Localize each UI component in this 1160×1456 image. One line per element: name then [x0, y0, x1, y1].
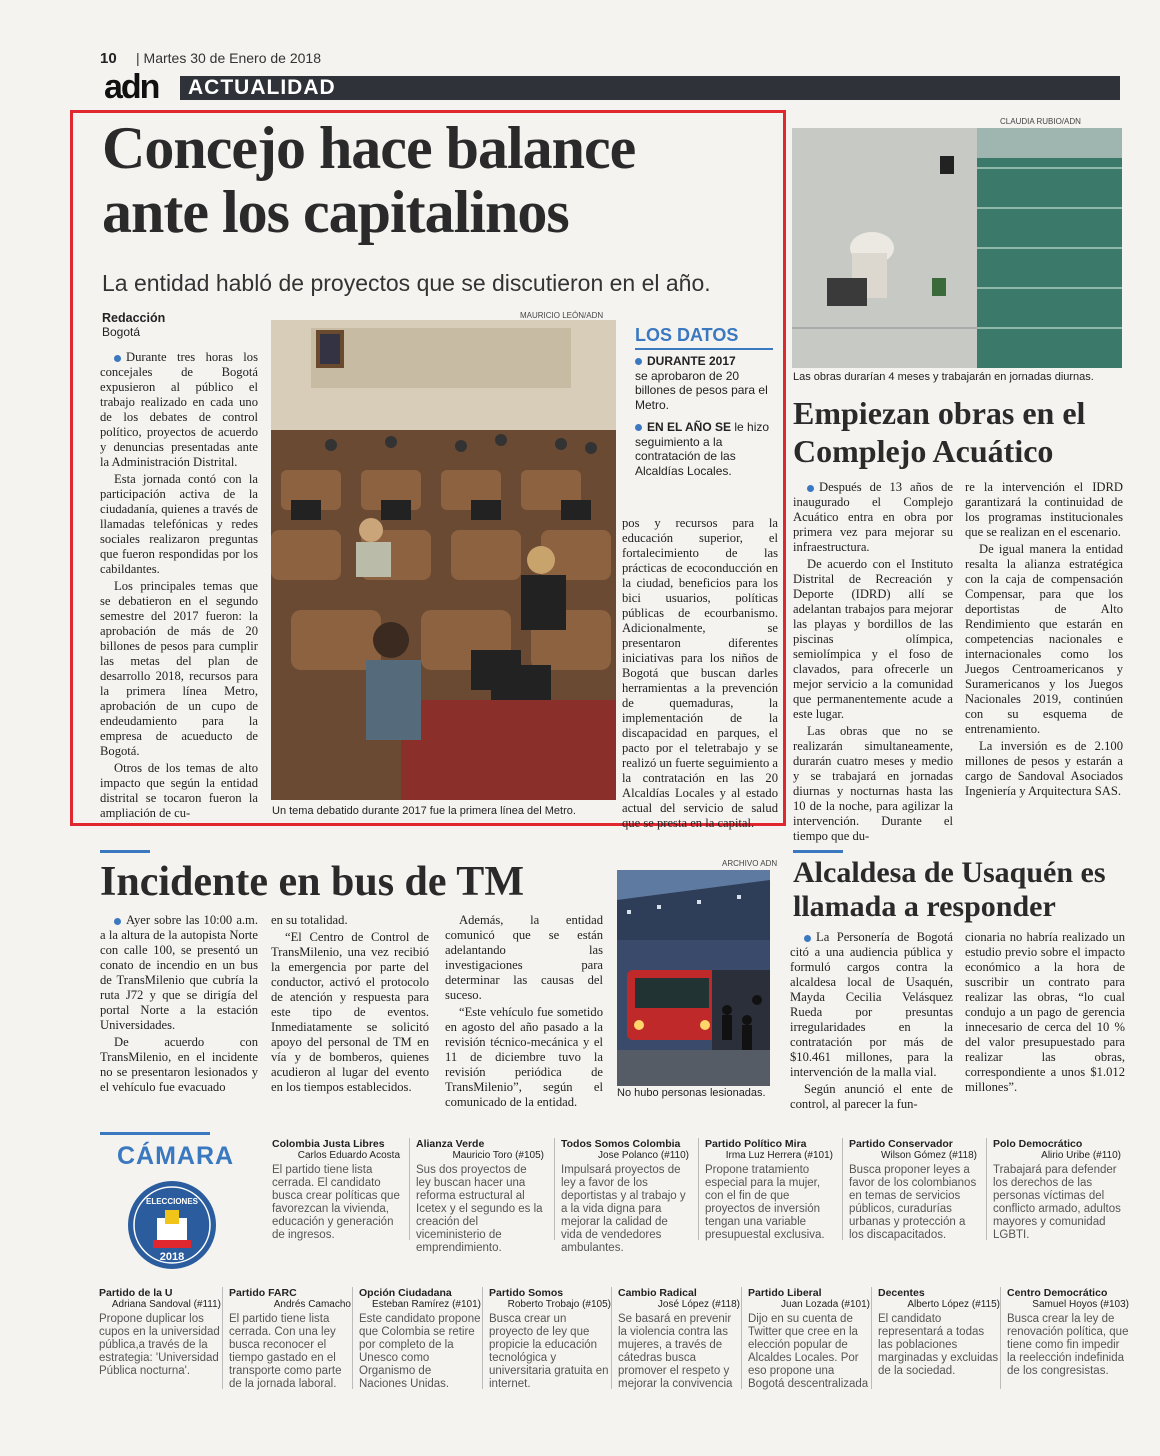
incidente-headline: Incidente en bus de TM	[100, 859, 524, 905]
acuatico-paragraph: Después de 13 años de inaugurado el Complejo Acuático entra en obra por primera vez para mejorar su infraestructura.	[793, 480, 953, 554]
bullet-icon	[114, 355, 121, 362]
incidente-paragraph: De acuerdo con TransMilenio, en el incidente no se presentaron lesionados y el vehículo fue evacuado	[100, 1035, 258, 1094]
incidente-rule	[100, 850, 150, 853]
party-card: Colombia Justa Libres Carlos Eduardo Acosta El partido tiene lista cerrada. El candidato busca crear políticas que favorezcan la vivienda, educación y generación de ingresos.	[272, 1138, 400, 1241]
acuatico-column-1	[793, 480, 953, 846]
usaquen-rule	[793, 850, 843, 853]
main-column-1	[100, 350, 258, 823]
elecciones-badge-icon	[127, 1180, 217, 1270]
incidente-column-3	[445, 913, 603, 1112]
party-card: Cambio Radical José López (#118) Se basará en prevenir la violencia contra las mujeres, a través de cátedras busca promover el respeto y mejorar la convivencia	[618, 1287, 740, 1391]
badge-year-text: 2018	[159, 1251, 185, 1263]
party-card: Centro Democrático Samuel Hoyos (#103) Busca crear la ley de renovación política, que tiene como fin impedir la reelección indefinida de los congresistas.	[1007, 1287, 1129, 1378]
party-card: Partido Conservador Wilson Gómez (#118) Busca proponer leyes a favor de los colombianos en temas de servicios públicos, curadurías urbanas y protección a los discapacitados.	[849, 1138, 977, 1242]
main-photo-caption: Un tema debatido durante 2017 fue la primera línea del Metro.	[272, 805, 576, 817]
incidente-column-2	[271, 913, 429, 1097]
incidente-paragraph: “El Centro de Control de TransMilenio, una vez recibió la emergencia por parte del conductor, activó el protocolo de atención y respuesta para este tipo de eventos. Inmediatamente se solicitó apoyo del personal de TM en vía y de bomberos, quienes acudieron al lugar del evento en los tiempos establecidos.	[271, 930, 429, 1094]
party-card: Partido Político Mira Irma Luz Herrera (#101) Propone tratamiento especial para la mujer, con el fin de que proyectos de inversión tengan una variable presupuestal exclusiva.	[705, 1138, 833, 1242]
datos-item: EN EL AÑO SE le hizo seguimiento a la contratación de las Alcaldías Locales.	[635, 420, 770, 478]
acuatico-paragraph: Las obras que no se realizarán simultaneamente, durarán cuatro meses y medio y se trabajará en jornadas diurnas y nocturnas hasta las 10 de la noche, para agilizar la intervención. Durante el tiempo que du-	[793, 724, 953, 843]
bullet-icon	[804, 935, 811, 942]
bullet-icon	[635, 358, 642, 365]
adn-logo: adn	[104, 68, 159, 106]
datos-item: DURANTE 2017 se aprobaron de 20 billones de pesos para el Metro.	[635, 354, 768, 412]
camara-rule	[100, 1132, 210, 1135]
bullet-icon	[807, 485, 814, 492]
incidente-photo-caption: No hubo personas lesionadas.	[617, 1087, 766, 1099]
party-card: Polo Democrático Alirio Uribe (#110) Trabajará para defender los derechos de las personas víctimas del conflicto armado, adultos mayores y comunidad LGBTI.	[993, 1138, 1121, 1242]
acuatico-photo-credit: CLAUDIA RUBIO/ADN	[1000, 117, 1081, 126]
main-column-3	[622, 516, 778, 833]
party-card: Partido de la U Adriana Sandoval (#111) Propone duplicar los cupos en la universidad pública,a través de la estrategia: 'Universidad Pública nocturna'.	[99, 1287, 221, 1377]
main-paragraph: pos y recursos para la educación superior, el fortalecimiento de las prácticas de ecoconducción en la ciudad, beneficios para los bici usuarios, políticas públicas de ecourbanismo. Adicionalmente, se presentaron diferentes iniciativas para los niños de Bogotá que buscan darles herramientas a la prevención de quemaduras, la implementación de la discapacidad en parques, el pacto por el teletrabajo y se realizó un fuerte seguimiento a la contratación en las 20 Alcaldías Locales y al estado actual del servicio de salud que se presta en la capital.	[622, 516, 778, 830]
usaquen-column-2	[965, 930, 1125, 1097]
incidente-paragraph: en su totalidad.	[271, 913, 348, 927]
main-deck: La entidad habló de proyectos que se discutieron en el año.	[102, 270, 711, 296]
byline-city: Bogotá	[102, 325, 141, 339]
datos-box	[635, 354, 775, 478]
party-card: Todos Somos Colombia Jose Polanco (#110) Impulsará proyectos de ley a favor de los deportistas y al trabajo y a la vida digna para mejorar la calidad de vida de vendedores ambulantes.	[561, 1138, 689, 1255]
party-card: Opción Ciudadana Esteban Ramírez (#101) Este candidato propone que Colombia se retire por completo de la Unesco como Organismo de Naciones Unidas.	[359, 1287, 481, 1391]
issue-date: | Martes 30 de Enero de 2018	[136, 50, 321, 66]
main-headline-line1: Concejo hace balance	[102, 115, 636, 181]
main-paragraph: Otros de los temas de alto impacto que según la entidad distrital se tocaron fueron la ampliación de cu-	[100, 761, 258, 820]
acuatico-paragraph: De acuerdo con el Instituto Distrital de Recreación y Deporte (IDRD) allí se adelantan trabajos para mejorar las playas y bordillos de las piscinas olímpica, semiolímpica y el foso de clavados, para ofrecerle un mejor servicio a la comunidad que permanentemente acude a este lugar.	[793, 557, 953, 721]
acuatico-column-2	[965, 480, 1123, 801]
party-card: Partido Somos Roberto Trobajo (#105) Busca crear un proyecto de ley que propicie la educación tecnológica y universitaria gratuita en internet.	[489, 1287, 611, 1391]
usaquen-paragraph: La Personería de Bogotá citó a una audiencia pública y formuló cargos contra la alcaldesa local de Usaquén, Mayda Cecilia Velásquez Rueda por presuntas irregularidades en la contratación por más de $10.461 millones, para la intervención de la malla vial.	[790, 930, 953, 1079]
incidente-column-1	[100, 913, 258, 1097]
main-paragraph: Esta jornada contó con la participación activa de la ciudadanía, quienes a través de llamadas telefónicas y redes sociales realizaron preguntas que fueron respondidas por los cabildantes.	[100, 472, 258, 576]
party-card: Alianza Verde Mauricio Toro (#105) Sus dos proyectos de ley buscan hacer una reforma estructural al Icetex y el segundo es la creación del viceministerio de emprendimiento.	[416, 1138, 544, 1255]
acuatico-paragraph: re la intervención el IDRD garantizará la continuidad de los programas institucionales que se realizan en el escenario.	[965, 480, 1123, 539]
page-number: 10	[100, 50, 117, 67]
byline	[102, 311, 165, 339]
byline-author: Redacción	[102, 311, 166, 325]
pool-works-photo	[792, 128, 1122, 368]
datos-divider	[635, 348, 773, 350]
acuatico-photo-caption: Las obras durarían 4 meses y trabajarán en jornadas diurnas.	[793, 371, 1094, 383]
party-card: Partido Liberal Juan Lozada (#101) Dijo en su cuenta de Twitter que cree en la elección popular de Alcaldes Locales. Por eso propone una Bogotá descentralizada	[748, 1287, 870, 1391]
main-headline	[102, 116, 782, 244]
bullet-icon	[114, 918, 121, 925]
council-session-photo	[271, 320, 616, 800]
main-photo-credit: MAURICIO LEÓN/ADN	[520, 311, 604, 320]
badge-top-text: ELECCIONES	[145, 1197, 199, 1206]
main-paragraph: Los principales temas que se debatieron en el segundo semestre del 2017 fueron: la aprobación de más de 20 billones de pesos para cumplir las metas del plan de desarrollo 2018, recursos para la primera línea Metro, aprobación de un cupo de endeudamiento para la empresa de acueducto de Bogotá.	[100, 579, 258, 758]
incidente-paragraph: Además, la entidad comunicó que se están adelantando las investigaciones para determinar las causas del suceso.	[445, 913, 603, 1002]
bullet-icon	[635, 424, 642, 431]
usaquen-paragraph: Según anunció el ente de control, al parecer la fun-	[790, 1082, 953, 1111]
incidente-photo-credit: ARCHIVO ADN	[722, 859, 778, 868]
party-card: Decentes Alberto López (#115) El candidato representará a todas las poblaciones marginadas y excluidas de la sociedad.	[878, 1287, 1000, 1378]
transmilenio-bus-photo	[617, 870, 770, 1086]
incidente-paragraph: “Este vehículo fue sometido en agosto del año pasado a la revisión técnico-mecánica y el 11 de diciembre tuvo la revisión periódica de TransMilenio”, según el comunicado de la entidad.	[445, 1005, 603, 1109]
usaquen-column-1	[790, 930, 953, 1114]
usaquen-paragraph: cionaria no habría realizado un estudio previo sobre el impacto económico a la hora de suscribir un contrato para realizar las obras, “lo cual condujo a un pago de gerencia innecesario de cerca del 10 % del valor presupuestado para realizar las obras, correspondiente a unos $1.012 millones”.	[965, 930, 1125, 1094]
incidente-paragraph: Ayer sobre las 10:00 a.m. a la altura de la autopista Norte con calle 100, se presentó un conato de incendio en un bus de TransMilenio que cubría la ruta J72 y que se dirigía del portal Norte a la estación Universidades.	[100, 913, 258, 1032]
main-paragraph: Durante tres horas los concejales de Bogotá expusieron al público el trabajo realizado en cada uno de los debates de control político, proyectos de acuerdo y denuncias presentadas ante la Administración Distrital.	[100, 350, 258, 469]
acuatico-paragraph: De igual manera la entidad resalta la alianza estratégica con la caja de compensación Compensar, para que los deportistas de Alto Rendimiento que estarán en competencias nacionales e internacionales como los Juegos Centroamericanos y Suramericanos y los Juegos Nacionales 2019, continúen con su esquema de entrenamiento.	[965, 542, 1123, 736]
section-label: ACTUALIDAD	[188, 76, 336, 99]
camara-title: CÁMARA	[117, 1142, 235, 1170]
party-card: Partido FARC Andrés Camacho El partido tiene lista cerrada. Con una ley busca reconocer el tiempo gastado en el transporte como parte de la jornada laboral.	[229, 1287, 351, 1391]
acuatico-headline: Empiezan obras en el Complejo Acuático	[793, 395, 1086, 469]
main-headline-line2: ante los capitalinos	[102, 179, 569, 245]
acuatico-paragraph: La inversión es de 2.100 millones de pesos y estarán a cargo de Sandoval Asociados Ingeniería y Arquitectura SAS.	[965, 739, 1123, 798]
usaquen-headline: Alcaldesa de Usaquén es llamada a responder	[793, 856, 1106, 923]
datos-title: LOS DATOS	[635, 325, 739, 345]
issue-date-text: Martes 30 de Enero de 2018	[143, 50, 321, 66]
